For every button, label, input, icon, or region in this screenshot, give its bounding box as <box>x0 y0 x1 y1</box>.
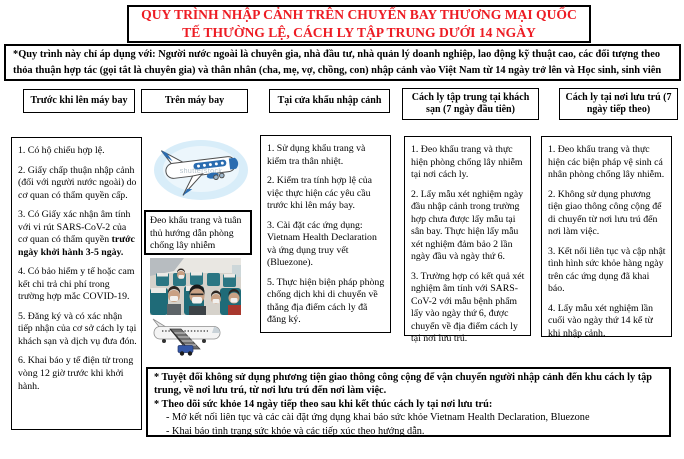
column-header-hotel-quarantine: Cách ly tập trung tại khách sạn (7 ngày đầu tiên) <box>402 88 539 120</box>
column-residence-quarantine <box>541 136 672 337</box>
page-title: QUY TRÌNH NHẬP CẢNH TRÊN CHUYẾN BAY THƯƠNG MẠI QUỐC TẾ THƯỜNG LỆ, CÁCH LY TẬP TRUNG DƯỚI 14 NGÀY <box>127 5 591 43</box>
applicability-note: *Quy trình này chỉ áp dụng với: Người nước ngoài là chuyên gia, nhà đầu tư, nhà quản lý doanh nghiệp, lao động kỹ thuật cao, các đối tượng theo thỏa thuận hợp tác (gọi tắt là chuyên gia) và thân nhân (cha, mẹ, vợ, chồng, con) nhập cảnh vào Việt Nam từ 14 ngày trở lên và Học sinh, sinh viên <box>4 44 681 81</box>
column-before-boarding <box>11 137 142 430</box>
transport-and-followup-rules <box>146 367 671 437</box>
step-item: 1. Sử dụng khẩu trang và kiểm tra thân nhiệt. <box>267 143 366 167</box>
step-item: 1. Đeo khẩu trang và thực hiện phòng chống lây nhiễm tại nơi cách ly. <box>411 144 523 181</box>
column-header-residence-quarantine: Cách ly tại nơi lưu trú (7 ngày tiếp theo) <box>559 88 678 120</box>
column-header-before-boarding: Trước khi lên máy bay <box>23 89 135 113</box>
airplane-boarding-stairs-photo <box>148 318 226 356</box>
step-item: 2. Giấy chấp thuận nhập cảnh (đối với người nước ngoài) do cơ quan có thẩm quyền cấp. <box>18 164 137 201</box>
column-header-border-gate: Tại cửa khẩu nhập cảnh <box>269 89 390 113</box>
cartoon-airplane-illustration <box>152 136 250 204</box>
step-item: 3. Trường hợp có kết quả xét nghiệm âm tính với SARS-CoV-2 với mẫu bệnh phẩm lấy vào ngày thứ 6, được chuyển về địa điểm cách ly tại nơi lưu trú. <box>411 270 525 345</box>
step-item: 3. Kết nối liên tục và cập nhật tình hình sức khỏe hàng ngày trên các ứng dụng đã khai báo. <box>548 245 666 295</box>
step-item: 1. Đeo khẩu trang và thực hiện các biện pháp vệ sinh cá nhân phòng chống lây nhiễm. <box>548 144 665 181</box>
cabin-passengers-photo <box>150 258 241 315</box>
rule-sub-item: - Mở kết nối liên tục và các cài đặt ứng dụng khai báo sức khỏe Vietnam Health Declaration, Bluezone <box>166 412 590 424</box>
step-item: 6. Khai báo y tế điện tử trong vòng 12 giờ trước khi khởi hành. <box>18 355 134 392</box>
step-item: 4. Lấy mẫu xét nghiệm lần cuối vào ngày thứ 14 kể từ khi nhập cảnh. <box>548 302 654 339</box>
rule-sub-item: - Khai báo tình trạng sức khỏe và các tiếp xúc theo hướng dẫn. <box>166 425 425 437</box>
column-border-gate <box>260 135 391 333</box>
column-hotel-quarantine <box>404 136 531 345</box>
column-header-on-plane: Trên máy bay <box>141 89 248 113</box>
step-item-emphasis: trước ngày khởi hành 3-5 ngày. <box>18 234 135 258</box>
step-item: 2. Lấy mẫu xét nghiệm ngày đầu nhập cảnh trong trường hợp chưa được lấy mẫu tại sân bay. Thực hiện lấy mẫu xét nghiệm đảm bảo 2 lần ngày đầu và ngày thứ 6. <box>411 188 524 263</box>
step-item: 4. Có bảo hiểm y tế hoặc cam kết chi trả chi phí trong trường hợp mắc COVID-19. <box>18 266 135 303</box>
on-plane-caption: Đeo khẩu trang và tuân thủ hướng dẫn phòng chống lây nhiễm <box>144 210 252 255</box>
step-item: 5. Đăng ký và có xác nhận tiếp nhận của cơ sở cách ly tại khách sạn và dịch vụ đưa đón. <box>18 310 137 347</box>
step-item: 3. Cài đặt các ứng dụng: Vietnam Health Declaration và ứng dụng truy vết (Bluezone). <box>267 219 377 269</box>
rule-no-public-transport: * Tuyệt đối không sử dụng phương tiện giao thông công cộng để vận chuyển người nhập cảnh đến khu cách ly tập trung, về nơi lưu trú, từ nơi lưu trú đến nơi làm việc. <box>154 372 653 397</box>
step-item: 3. Có Giấy xác nhận âm tính với vi rút SARS-CoV-2 của cơ quan có thẩm quyền trước ngày khởi hành 3-5 ngày. <box>18 209 135 258</box>
step-item: 1. Có hộ chiếu hợp lệ. <box>18 145 105 156</box>
stock-watermark: shutterstock <box>179 168 223 175</box>
step-item: 2. Không sử dụng phương tiện giao thông công cộng để di chuyển từ nơi lưu trú đến nơi làm việc. <box>548 188 662 238</box>
step-item: 2. Kiểm tra tính hợp lệ của việc thực hiện các yêu cầu trước khi lên máy bay. <box>267 175 373 212</box>
step-item: 5. Thực hiện biện pháp phòng chống dịch khi di chuyển về thẳng địa điểm cách ly đã đăng ký. <box>267 276 385 326</box>
rule-health-monitoring: * Theo dõi sức khỏe 14 ngày tiếp theo sau khi kết thúc cách ly tại nơi lưu trú: <box>154 398 493 410</box>
